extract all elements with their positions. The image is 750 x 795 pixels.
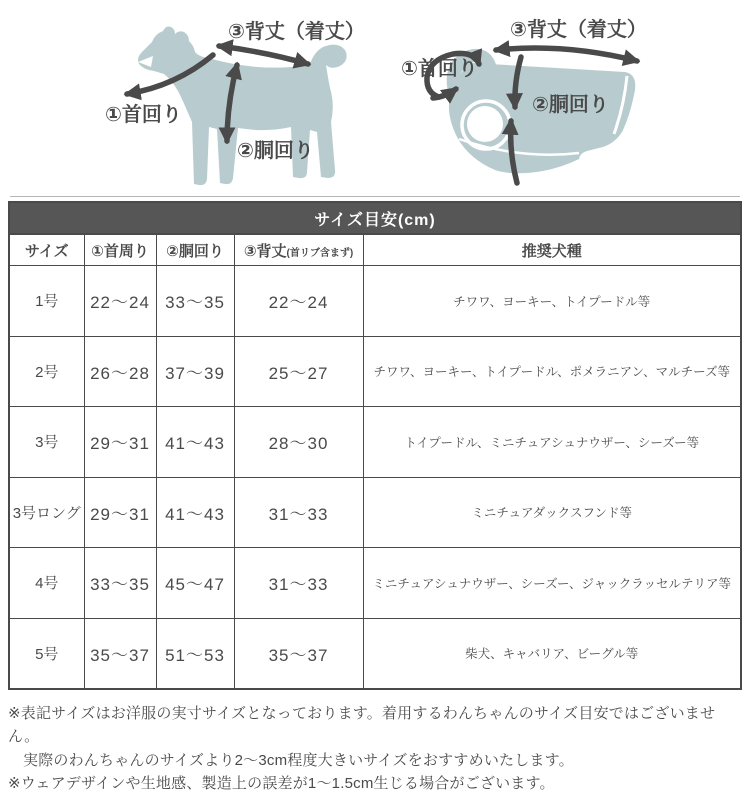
girth-cell: 33〜35 xyxy=(156,266,234,337)
back-cell: 35〜37 xyxy=(234,618,363,689)
note-line: ※ウェアデザインや生地感、製造上の誤差が1〜1.5cm生じる場合がございます。 xyxy=(8,774,555,792)
neck-label: ①首回り xyxy=(105,104,182,126)
back-cell: 28〜30 xyxy=(234,407,363,478)
back-length-arrow xyxy=(219,46,308,64)
column-header-breeds: 推奨犬種 xyxy=(363,234,741,266)
section-divider xyxy=(10,196,740,197)
column-header-back-note: (首リブ含まず) xyxy=(286,247,354,259)
size-cell: 5号 xyxy=(9,618,84,689)
note-line: ※表記サイズはお洋服の実寸サイズとなっております。着用するわんちゃんのサイズ目安ではございません。 xyxy=(8,705,716,746)
size-table xyxy=(8,233,742,690)
breeds-cell: トイプードル、ミニチュアシュナウザー、シーズー等 xyxy=(363,407,741,478)
back-cell: 31〜33 xyxy=(234,477,363,548)
breeds-cell: ミニチュアダックスフンド等 xyxy=(363,477,741,548)
back-length-arrow xyxy=(496,48,637,61)
table-row xyxy=(9,336,741,407)
back-cell: 25〜27 xyxy=(234,336,363,407)
column-header-back xyxy=(234,234,363,266)
column-header-girth: ②胴回り xyxy=(156,234,234,266)
back-length-label: ③背丈（着丈） xyxy=(228,21,365,43)
neck-cell: 29〜31 xyxy=(84,477,156,548)
back-cell: 22〜24 xyxy=(234,266,363,337)
size-cell: 1号 xyxy=(9,266,84,337)
neck-cell: 26〜28 xyxy=(84,336,156,407)
size-cell: 3号ロング xyxy=(9,477,84,548)
neck-cell: 35〜37 xyxy=(84,618,156,689)
neck-label: ①首回り xyxy=(401,58,478,80)
back-cell: 31〜33 xyxy=(234,548,363,619)
girth-cell: 41〜43 xyxy=(156,477,234,548)
neck-cell: 29〜31 xyxy=(84,407,156,478)
header-row xyxy=(9,234,741,266)
measurement-diagrams xyxy=(0,0,750,196)
size-table-title: サイズ目安(cm) xyxy=(8,201,742,233)
table-row xyxy=(9,407,741,478)
breeds-cell: チワワ、ヨーキー、トイプードル、ポメラニアン、マルチーズ等 xyxy=(363,336,741,407)
girth-label: ②胴回り xyxy=(237,140,314,162)
leg-hole xyxy=(467,106,503,142)
size-cell: 2号 xyxy=(9,336,84,407)
size-cell: 3号 xyxy=(9,407,84,478)
girth-cell: 41〜43 xyxy=(156,407,234,478)
column-header-size: サイズ xyxy=(9,234,84,266)
girth-label: ②胴回り xyxy=(532,94,609,116)
size-guide xyxy=(8,201,742,690)
girth-cell: 37〜39 xyxy=(156,336,234,407)
neck-cell: 33〜35 xyxy=(84,548,156,619)
column-header-neck: ①首周り xyxy=(84,234,156,266)
breeds-cell: チワワ、ヨーキー、トイプードル等 xyxy=(363,266,741,337)
garment-measurement-diagram xyxy=(375,0,750,196)
girth-cell: 51〜53 xyxy=(156,618,234,689)
dog-measurement-diagram xyxy=(0,0,375,196)
breeds-cell: ミニチュアシュナウザー、シーズー、ジャックラッセルテリア等 xyxy=(363,548,741,619)
back-length-label: ③背丈（着丈） xyxy=(510,19,647,41)
note-line: 実際のわんちゃんのサイズより2〜3cm程度大きいサイズをおすすめいたします。 xyxy=(23,751,574,769)
column-header-back-main: ③背丈 xyxy=(243,242,287,260)
table-row xyxy=(9,548,741,619)
size-cell: 4号 xyxy=(9,548,84,619)
footnotes xyxy=(8,702,742,795)
table-row xyxy=(9,618,741,689)
breeds-cell: 柴犬、キャバリア、ビーグル等 xyxy=(363,618,741,689)
table-row xyxy=(9,477,741,548)
table-row xyxy=(9,266,741,337)
neck-cell: 22〜24 xyxy=(84,266,156,337)
girth-cell: 45〜47 xyxy=(156,548,234,619)
